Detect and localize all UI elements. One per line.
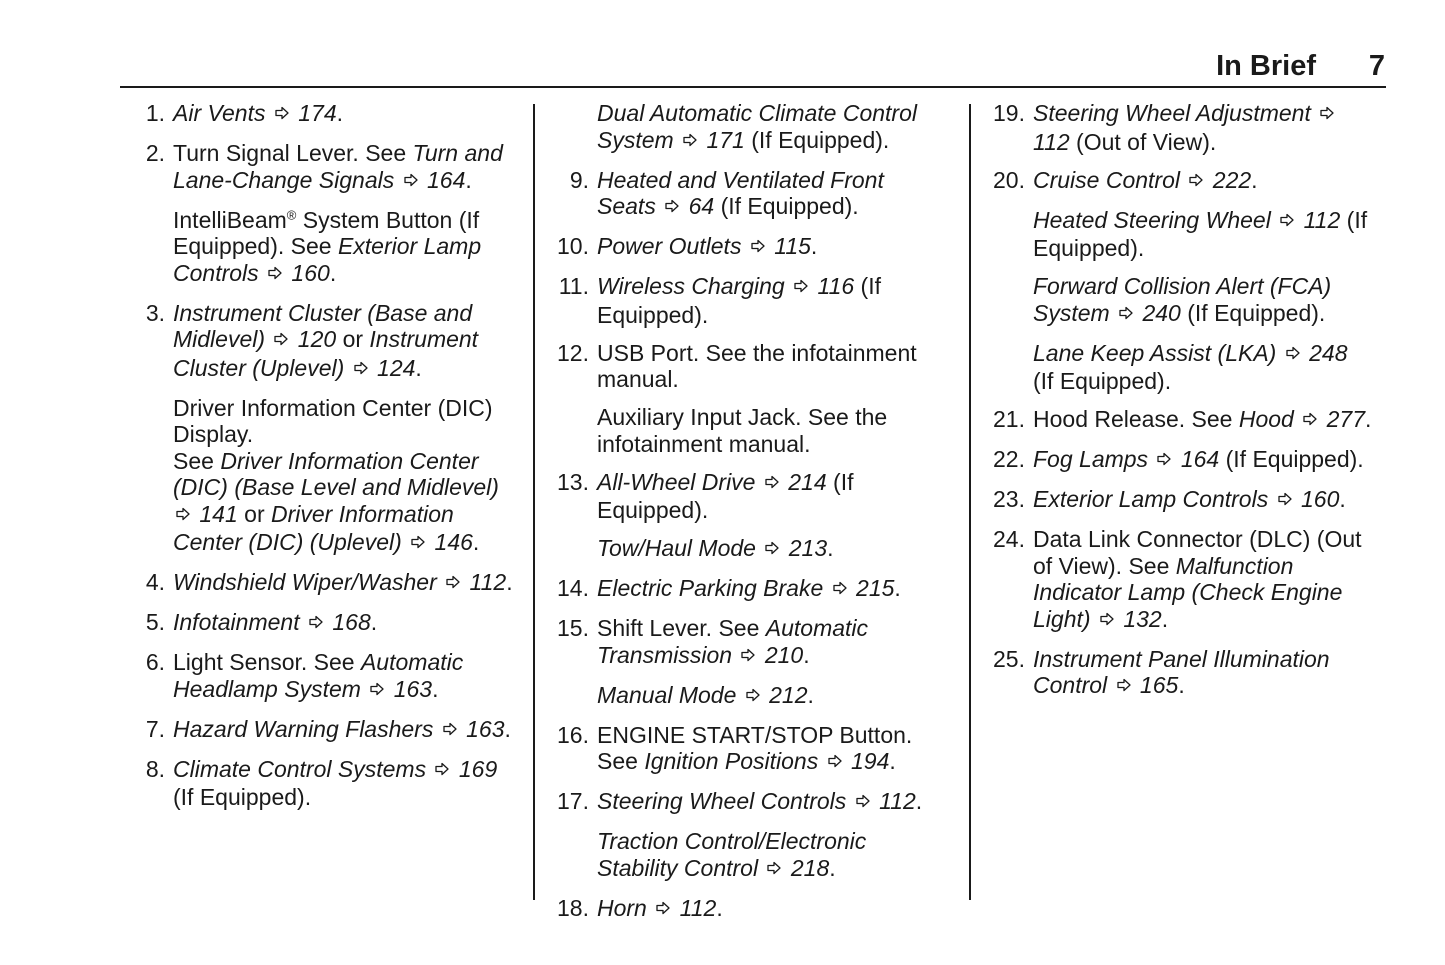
topic-link-text[interactable]: Forward Collision Alert (FCA) System (1033, 273, 1332, 326)
topic-link-text[interactable]: 213 (782, 535, 828, 561)
list-item (133, 569, 513, 598)
topic-link-text[interactable]: 160 (1294, 486, 1340, 512)
item-number: 7. (145, 715, 165, 742)
topic-link-text[interactable]: 132 (1116, 605, 1162, 632)
item-text: . (889, 748, 896, 774)
header-rule (120, 86, 1386, 88)
topic-link-text[interactable]: Malfunction Indicator Lamp (Check Engine Light) (1033, 552, 1343, 632)
item-text: (If Equipped). (1033, 206, 1368, 261)
topic-link-text[interactable]: Turn and Lane-Change Signals (173, 140, 503, 193)
item-text: Auxiliary Input Jack. See the infotainment manual. (597, 404, 888, 457)
topic-link-text[interactable]: 112 (872, 788, 916, 814)
see-page-arrow-icon (1319, 101, 1335, 128)
list-item (133, 716, 513, 745)
topic-link-text[interactable]: Driver Information Center (DIC) (Base Level and Midlevel) (173, 447, 499, 500)
topic-link-text[interactable]: 64 (682, 193, 715, 219)
see-page-arrow-icon (793, 274, 809, 301)
see-page-arrow-icon (832, 576, 848, 603)
topic-link-text[interactable]: 124 (370, 354, 416, 381)
topic-link-text[interactable]: Power Outlets (597, 233, 748, 259)
topic-link-text[interactable]: Windshield Wiper/Washer (173, 569, 444, 595)
item-text: (If Equipped). (173, 784, 312, 810)
item-paragraph (1033, 273, 1373, 328)
item-text: ENGINE START/STOP Button. See (597, 721, 913, 774)
item-text: (If Equipped). (597, 273, 881, 328)
item-paragraph (597, 535, 937, 564)
item-paragraph (173, 649, 513, 704)
list-item (557, 575, 937, 604)
item-paragraph (1033, 340, 1373, 395)
topic-link-text[interactable]: Driver Information Center (DIC) (Uplevel) (173, 500, 454, 555)
item-number: 25. (993, 645, 1025, 672)
topic-link-text[interactable]: 116 (811, 273, 855, 299)
see-page-arrow-icon (655, 896, 671, 923)
list-item (557, 233, 937, 262)
topic-link-text[interactable]: Instrument Cluster (Base and Midlevel) (173, 299, 473, 352)
topic-link-text[interactable]: 174 (291, 100, 337, 126)
list-item (557, 167, 937, 222)
item-paragraph (597, 828, 937, 883)
topic-link-text[interactable]: Steering Wheel Adjustment (1033, 100, 1318, 126)
list-item (993, 100, 1373, 155)
see-page-arrow-icon (369, 677, 385, 704)
item-text: . (1251, 166, 1258, 193)
topic-link-text[interactable]: 163 (459, 715, 505, 742)
item-text: or (237, 500, 271, 527)
item-text: . (1339, 486, 1346, 512)
topic-link-text[interactable]: 277 (1320, 406, 1365, 432)
list-item (557, 722, 937, 777)
item-paragraph (173, 756, 513, 811)
topic-link-text[interactable]: Hazard Warning Flashers (173, 715, 440, 742)
topic-link-text[interactable]: Fog Lamps (1033, 446, 1155, 472)
item-number: 14. (557, 575, 589, 601)
topic-link-text[interactable]: Climate Control Systems (173, 755, 433, 782)
see-page-arrow-icon (267, 261, 283, 288)
see-page-arrow-icon (664, 194, 680, 221)
item-paragraph (597, 469, 937, 524)
topic-link-text[interactable]: 212 (762, 681, 808, 708)
topic-link-text[interactable]: Automatic Transmission (597, 615, 869, 668)
see-page-arrow-icon (766, 856, 782, 883)
list-item (993, 446, 1373, 475)
column-right (993, 100, 1373, 712)
topic-link-text[interactable]: 160 (285, 259, 330, 286)
topic-link-text[interactable]: 168 (325, 609, 371, 635)
item-text: System Button (If Equipped). See (173, 206, 480, 259)
item-number: 22. (993, 446, 1025, 472)
list-item (557, 273, 937, 328)
item-number: 12. (557, 339, 589, 366)
item-paragraph (597, 233, 937, 262)
topic-link-text[interactable]: Instrument Cluster (Uplevel) (173, 326, 479, 381)
item-paragraph (1033, 100, 1373, 155)
item-text: . (506, 569, 513, 595)
item-paragraph (597, 404, 937, 457)
column-divider (969, 104, 971, 900)
item-text: . (465, 166, 472, 193)
list-item (133, 140, 513, 288)
item-paragraph (597, 273, 937, 328)
item-text: Light Sensor. See (173, 649, 361, 675)
item-number: 21. (993, 406, 1025, 432)
item-text: . (915, 788, 923, 814)
item-number: 23. (993, 486, 1025, 512)
topic-link-text[interactable]: Lane Keep Assist (LKA) (1033, 339, 1283, 366)
see-page-arrow-icon (855, 789, 871, 816)
item-number: 24. (993, 526, 1025, 552)
item-paragraph (597, 340, 937, 393)
see-page-arrow-icon (1156, 447, 1172, 474)
item-number: 2. (145, 140, 165, 166)
topic-link-text[interactable]: 112 (673, 894, 717, 921)
item-text: . (807, 681, 814, 708)
list-item (557, 895, 937, 924)
list-item (557, 340, 937, 458)
item-paragraph (173, 395, 513, 558)
see-page-arrow-icon (1302, 407, 1318, 434)
topic-link-text[interactable]: 112 (1297, 206, 1341, 233)
topic-link-text[interactable]: 248 (1302, 339, 1348, 366)
item-text: . (827, 535, 834, 561)
item-text: (If Equipped). (1180, 299, 1326, 326)
see-page-arrow-icon (353, 356, 369, 383)
list-item (993, 646, 1373, 701)
see-page-arrow-icon (1188, 168, 1204, 195)
item-number: 1. (145, 100, 165, 126)
list-item (993, 167, 1373, 395)
topic-link-text[interactable]: 120 (291, 326, 337, 352)
list-item (993, 486, 1373, 515)
item-text: . (829, 854, 836, 881)
item-paragraph (1033, 486, 1373, 515)
item-text: . (894, 575, 901, 601)
item-paragraph (597, 895, 937, 924)
topic-link-text[interactable]: Traction Control/Electronic Stability Control (597, 828, 867, 881)
list-item (133, 756, 513, 811)
item-text: . (472, 529, 480, 555)
topic-link-text[interactable]: Dual Automatic Climate Control System (597, 100, 917, 153)
topic-link-text[interactable]: Wireless Charging (597, 273, 792, 299)
topic-link-text[interactable]: Air Vents (173, 100, 272, 126)
topic-link-text[interactable]: 141 (193, 500, 238, 527)
see-page-arrow-icon (434, 757, 450, 784)
topic-link-text[interactable]: 240 (1136, 299, 1181, 326)
topic-link-text[interactable]: 171 (700, 126, 745, 153)
see-page-arrow-icon (682, 128, 698, 155)
topic-link-text[interactable]: 215 (849, 575, 895, 601)
item-number: 5. (145, 609, 165, 635)
item-paragraph (597, 722, 937, 777)
list-item (133, 300, 513, 558)
item-text: . (716, 894, 723, 921)
item-number: 4. (145, 569, 165, 595)
topic-link-text[interactable]: 163 (387, 675, 433, 702)
item-text: Turn Signal Lever. See (173, 140, 413, 166)
topic-link-text[interactable]: 169 (452, 755, 498, 782)
item-number: 20. (993, 166, 1025, 193)
item-text: or (336, 326, 370, 352)
column-left (133, 100, 513, 822)
item-number: 17. (557, 788, 589, 814)
item-paragraph (597, 167, 937, 222)
item-number: 19. (993, 100, 1025, 126)
item-number: 15. (557, 615, 589, 641)
see-page-arrow-icon (745, 683, 761, 710)
item-text: See (173, 447, 221, 474)
item-text: Hood Release. See (1033, 406, 1239, 432)
topic-link-text[interactable]: Automatic Headlamp System (173, 649, 464, 702)
list-item (133, 649, 513, 704)
see-page-arrow-icon (1118, 301, 1134, 328)
topic-link-text[interactable]: 115 (767, 233, 811, 259)
topic-link-text[interactable]: 112 (463, 569, 507, 595)
see-page-arrow-icon (445, 570, 461, 597)
topic-link-text[interactable]: Tow/Haul Mode (597, 535, 763, 561)
item-number: 13. (557, 468, 589, 495)
item-number: 16. (557, 721, 589, 748)
see-page-arrow-icon (308, 610, 324, 637)
topic-link-text[interactable]: 164 (1174, 446, 1220, 472)
item-paragraph (597, 682, 937, 711)
item-number: 11. (558, 273, 589, 299)
item-text: (If Equipped). (1219, 446, 1364, 472)
topic-link-text[interactable]: Heated Steering Wheel (1033, 206, 1278, 233)
see-page-arrow-icon (1277, 487, 1293, 514)
list-item (557, 469, 937, 564)
topic-link-text[interactable]: Cruise Control (1033, 166, 1187, 193)
topic-link-text[interactable]: Ignition Positions (644, 748, 825, 774)
item-number: 18. (557, 894, 589, 921)
item-paragraph (597, 575, 937, 604)
item-text: . (803, 641, 810, 668)
item-paragraph (1033, 526, 1373, 634)
item-text: . (415, 354, 422, 381)
topic-link-text[interactable]: Exterior Lamp Controls (1033, 486, 1275, 512)
item-text: Driver Information Center (DIC) Display. (173, 394, 493, 447)
item-paragraph (173, 300, 513, 384)
item-number: 10. (557, 233, 589, 259)
topic-link-text[interactable]: 210 (758, 641, 804, 668)
item-text: (Out of View). (1069, 128, 1217, 155)
item-number: 3. (145, 299, 165, 326)
topic-link-text[interactable]: 165 (1133, 672, 1179, 698)
item-paragraph (173, 140, 513, 195)
see-page-arrow-icon (273, 327, 289, 354)
item-paragraph (173, 716, 513, 745)
item-text: . (370, 609, 378, 635)
see-page-arrow-icon (740, 643, 756, 670)
item-text: (If Equipped). (597, 468, 854, 523)
item-number: 6. (145, 649, 165, 675)
topic-link-text[interactable]: 112 (1033, 128, 1070, 155)
topic-link-text[interactable]: All-Wheel Drive (597, 468, 762, 495)
column-middle (557, 100, 937, 935)
see-page-arrow-icon (442, 717, 458, 744)
item-paragraph (173, 569, 513, 598)
item-paragraph (1033, 167, 1373, 196)
item-text: (If Equipped). (744, 126, 890, 153)
list-item (557, 615, 937, 710)
page-number: 7 (1368, 50, 1385, 82)
list-item (133, 609, 513, 638)
see-page-arrow-icon (274, 101, 290, 128)
topic-link-text[interactable]: Electric Parking Brake (597, 575, 830, 601)
see-page-arrow-icon (1099, 607, 1115, 634)
see-page-arrow-icon (175, 502, 191, 529)
see-page-arrow-icon (1279, 208, 1295, 235)
topic-link-text[interactable]: Exterior Lamp Controls (173, 233, 482, 286)
item-text: . (432, 675, 439, 702)
item-paragraph (1033, 646, 1373, 701)
item-text: USB Port. See the infotainment manual. (597, 339, 917, 392)
item-text: (If Equipped). (1033, 368, 1172, 394)
list-item (133, 100, 513, 129)
list-item (993, 526, 1373, 634)
topic-link-text[interactable]: 164 (420, 166, 466, 193)
item-number: 9. (569, 166, 589, 193)
topic-link-text[interactable]: 146 (428, 529, 473, 555)
topic-link-text[interactable]: 214 (781, 468, 827, 495)
topic-link-text[interactable]: Manual Mode (597, 681, 743, 708)
item-text: Data Link Connector (DLC) (Out of View). See (1033, 526, 1362, 579)
see-page-arrow-icon (403, 168, 419, 195)
see-page-arrow-icon (827, 749, 843, 776)
registered-mark: ® (286, 206, 297, 222)
item-paragraph (597, 788, 937, 817)
topic-link-text[interactable]: 218 (784, 854, 830, 881)
item-text: . (336, 100, 344, 126)
see-page-arrow-icon (764, 536, 780, 563)
item-paragraph (173, 207, 513, 289)
list-item (993, 406, 1373, 435)
item-paragraph (597, 615, 937, 670)
topic-link-text[interactable]: Horn (597, 894, 654, 921)
item-text: . (329, 259, 337, 286)
item-text: . (1178, 672, 1185, 698)
see-page-arrow-icon (410, 530, 426, 557)
item-paragraph (1033, 406, 1373, 435)
item-paragraph (1033, 446, 1373, 475)
topic-link-text[interactable]: Instrument Panel Illumination Control (1033, 645, 1330, 698)
topic-link-text[interactable]: 222 (1206, 166, 1252, 193)
item-text: IntelliBeam (173, 206, 287, 233)
section-title: In Brief (1216, 50, 1316, 82)
see-page-arrow-icon (1116, 673, 1132, 700)
item-paragraph (597, 100, 937, 155)
item-paragraph (173, 100, 513, 129)
topic-link-text[interactable]: Infotainment (173, 609, 306, 635)
list-item (557, 100, 937, 155)
topic-link-text[interactable]: Heated and Ventilated Front Seats (597, 166, 884, 219)
topic-link-text[interactable]: 194 (844, 748, 890, 774)
item-text: . (504, 715, 511, 742)
item-text: (If Equipped). (714, 193, 859, 219)
item-text: . (810, 233, 818, 259)
item-paragraph (173, 609, 513, 638)
topic-link-text[interactable]: Hood (1238, 406, 1301, 432)
item-text: . (1365, 406, 1372, 432)
item-paragraph (1033, 207, 1373, 262)
item-text: Shift Lever. See (597, 615, 766, 641)
see-page-arrow-icon (764, 470, 780, 497)
see-page-arrow-icon (750, 234, 766, 261)
item-number: 8. (145, 755, 165, 782)
list-item (557, 788, 937, 883)
column-divider (533, 104, 535, 900)
item-text: . (1161, 605, 1169, 632)
see-page-arrow-icon (1285, 341, 1301, 368)
topic-link-text[interactable]: Steering Wheel Controls (597, 788, 853, 814)
